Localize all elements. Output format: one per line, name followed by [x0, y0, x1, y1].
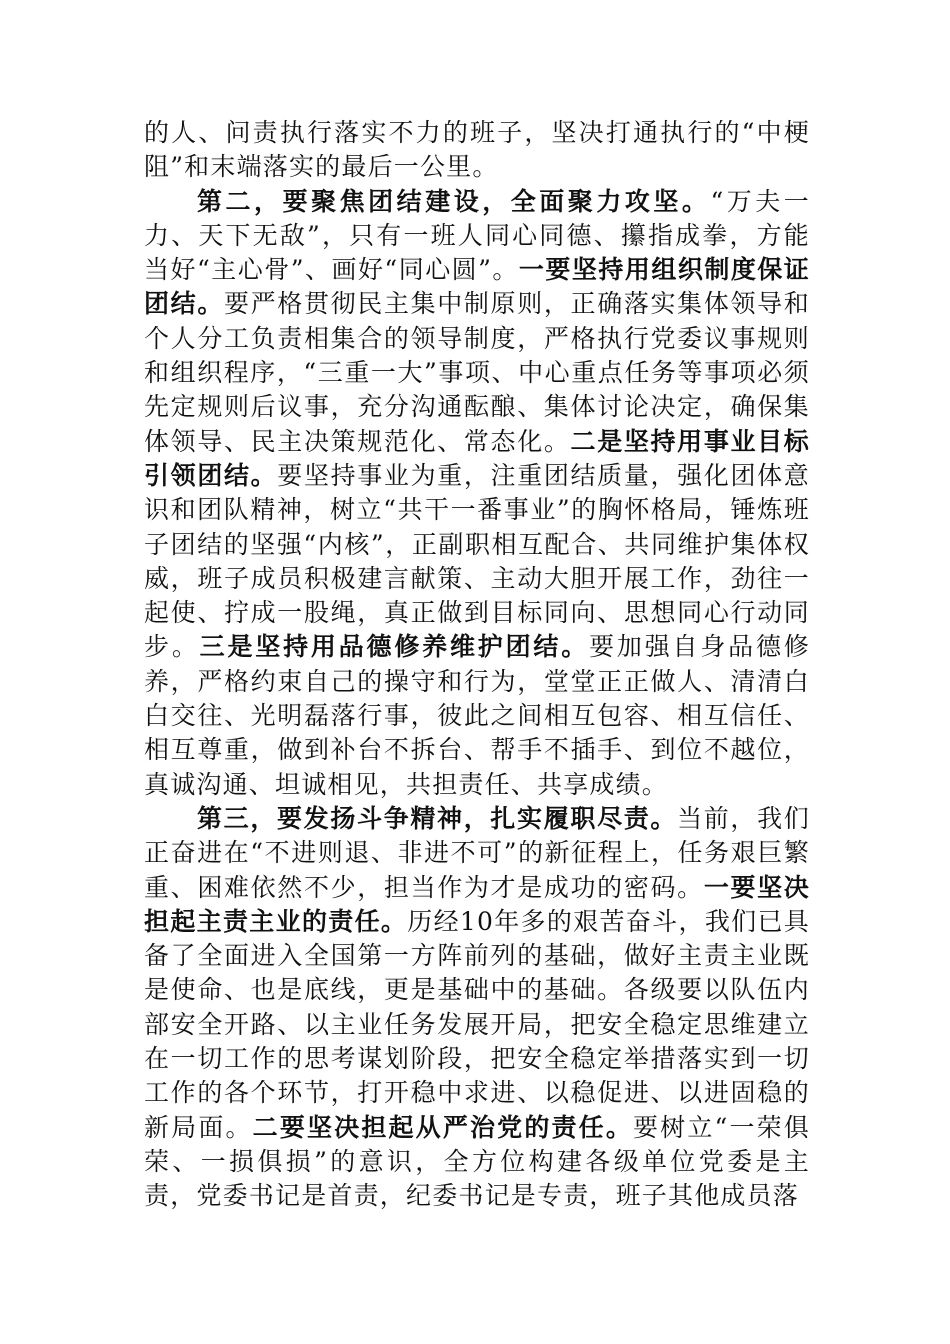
bold-heading-text: 二是坚持用事业目标引领团结。 [144, 426, 810, 490]
paragraph [144, 116, 810, 185]
bold-heading-text: 一要坚决担起主责主业的责任。 [144, 872, 811, 936]
paragraph [144, 185, 810, 802]
body-text: 要坚持事业为重，注重团结质量，强化团体意识和团队精神，树立“共干一番事业”的胸怀格局，锤炼班子团结的坚强“内核”，正副职相互配合、共同维护集体权威，班子成员积极建言献策、主动大胆开展工作，劲往一起使、拧成一股绳，真正做到目标同向、思想同心行动同步。 [144, 460, 810, 662]
body-text: 要严格贯彻民主集中制原则，正确落实集体领导和个人分工负责相集合的领导制度，严格执行党委议事规则和组织程序，“三重一大”事项、中心重点任务等事项必须先定规则后议事，充分沟通酝酿、集体讨论决定，确保集体领导、民主决策规范化、常态化。 [144, 289, 810, 456]
bold-heading-text: 一要坚持用组织制度保证团结。 [144, 255, 810, 319]
body-text: 历经10年多的艰苦奋斗，我们已具备了全面进入全国第一方阵前列的基础，做好主责主业既是使命、也是底线，更是基础中的基础。各级要以队伍内部安全开路、以主业任务发展开局，把安全稳定思维建立在一切工作的思考谋划阶段，把安全稳定举措落实到一切工作的各个环节，打开稳中求进、以稳促进、以进固稳的新局面。 [144, 906, 810, 1142]
bold-heading-text: 三是坚持用品德修养维护团结。 [199, 632, 590, 662]
bold-heading-text: 二要坚决担起从严治党的责任。 [252, 1112, 633, 1142]
paragraph [144, 802, 810, 1214]
body-text: 的人、问责执行落实不力的班子，坚决打通执行的“中梗阻”和末端落实的最后一公里。 [144, 118, 810, 182]
document-body [144, 116, 810, 1214]
body-text: 要树立“一荣俱荣、一损俱损”的意识，全方位构建各级单位党委是主责，党委书记是首责，纪委书记是专责，班子其他成员落 [144, 1112, 810, 1211]
body-text: 当前，我们正奋进在“不进则退、非进不可”的新征程上，任务艰巨繁重、困难依然不少，担当作为才是成功的密码。 [144, 803, 810, 902]
body-text: “万夫一力、天下无敌”，只有一班人同心同德、攥指成拳，方能当好“主心骨”、画好“同心圆”。 [144, 186, 810, 285]
bold-heading-text: 第三，要发扬斗争精神，扎实履职尽责。 [197, 803, 678, 833]
bold-heading-text: 第二，要聚焦团结建设，全面聚力攻坚。 [197, 186, 711, 216]
body-text: 要加强自身品德修养，严格约束自己的操守和行为，堂堂正正做人、清清白白交往、光明磊落行事，彼此之间相互包容、相互信任、相互尊重，做到补台不拆台、帮手不插手、到位不越位，真诚沟通、坦诚相见，共担责任、共享成绩。 [144, 632, 810, 799]
